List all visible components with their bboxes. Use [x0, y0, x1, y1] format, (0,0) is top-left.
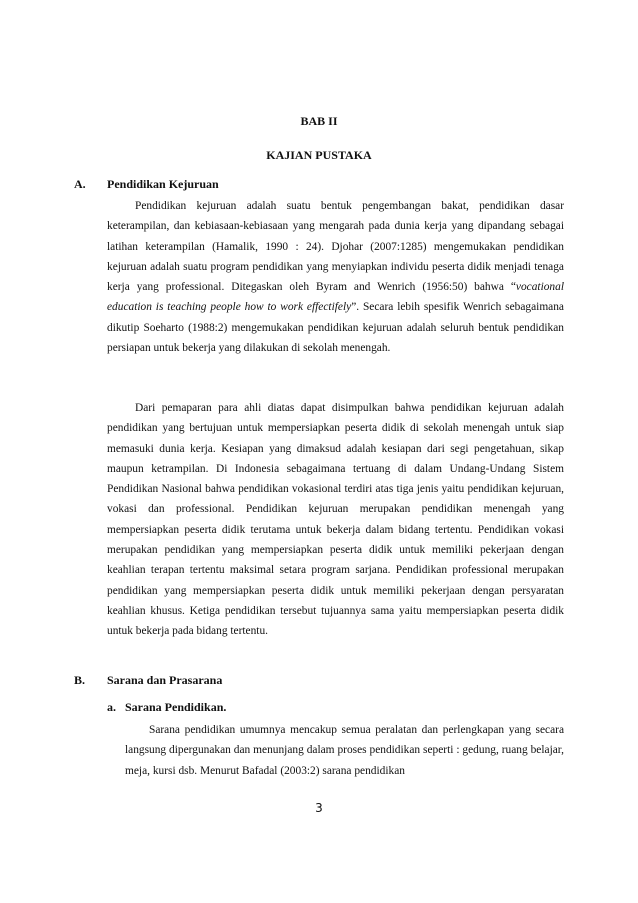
section-b-title: Sarana dan Prasarana: [107, 673, 223, 687]
section-a-paragraph-2: [107, 398, 564, 642]
section-a-paragraph-1: [107, 196, 564, 358]
subsection-a-paragraph: [125, 720, 564, 781]
subsection-a-letter: a.: [107, 700, 116, 714]
section-a-title: Pendidikan Kejuruan: [107, 177, 219, 191]
section-b-letter: B.: [74, 673, 86, 687]
chapter-number: BAB II: [300, 114, 338, 128]
paragraph-text: ”. Secara lebih spesifik Wenrich sebagaimana dikutip Soeharto (1988:2) mengemukakan pendidikan kejuruan adalah seluruh bentuk pendidikan persiapan untuk bekerja yang dilakukan di sekolah menengah.: [107, 301, 564, 355]
chapter-title: KAJIAN PUSTAKA: [266, 148, 372, 162]
paragraph-text: Dari pemaparan para ahli diatas dapat disimpulkan bahwa pendidikan kejuruan adalah pendidikan yang bertujuan untuk mempersiapkan peserta didik di sekolah menengah untuk siap memasuki dunia kerja. Kesiapan yang dimaksud adalah kesiapan dari segi pengetahuan, sikap maupun ketrampilan. Di Indonesia sebagaimana tertuang di dalam Undang-Undang Sistem Pendidikan Nasional bahwa pendidikan vokasional terdiri atas tiga jenis yaitu pendidikan kejuruan, vokasi dan professional. Pendidikan kejuruan merupakan pendidikan menengah yang mempersiapkan peserta didik terutama untuk bekerja dalam bidang tertentu. Pendidikan vokasi merupakan pendidikan yang mempersiapkan peserta didik untuk memiliki pekerjaan dengan keahlian terapan tertentu maksimal setara program sarjana. Pendidikan professional merupakan pendidikan yang mempersiapkan peserta didik untuk memiliki pekerjaan dengan persyaratan keahlian khusus. Ketiga pendidikan tersebut tujuannya sama yaitu mempersiapkan peserta didik untuk bekerja pada bidang tertentu.: [107, 402, 564, 638]
paragraph-text: Pendidikan kejuruan adalah suatu bentuk pengembangan bakat, pendidikan dasar keterampilan, dan kebiasaan-kebiasaan yang mengarah pada dunia kerja yang dipandang sebagai latihan keterampilan (Hamalik, 1990 : 24). Djohar (2007:1285) mengemukakan pendidikan kejuruan adalah suatu program pendidikan yang menyiapkan individu peserta didik menjadi tenaga kerja yang professional. Ditegaskan oleh Byram and Wenrich (1956:50) bahwa “: [107, 200, 564, 294]
section-a-letter: A.: [74, 177, 86, 191]
quoted-definition: vocational education is teaching people how to work effectifely: [107, 281, 564, 314]
subsection-a-title: Sarana Pendidikan.: [125, 700, 227, 714]
page-number: 3: [315, 801, 323, 815]
paragraph-text: Sarana pendidikan umumnya mencakup semua peralatan dan perlengkapan yang secara langsung dipergunakan dan menunjang dalam proses pendidikan seperti : gedung, ruang belajar, meja, kursi dsb. Menurut Bafadal (2003:2) sarana pendidikan: [125, 724, 564, 777]
